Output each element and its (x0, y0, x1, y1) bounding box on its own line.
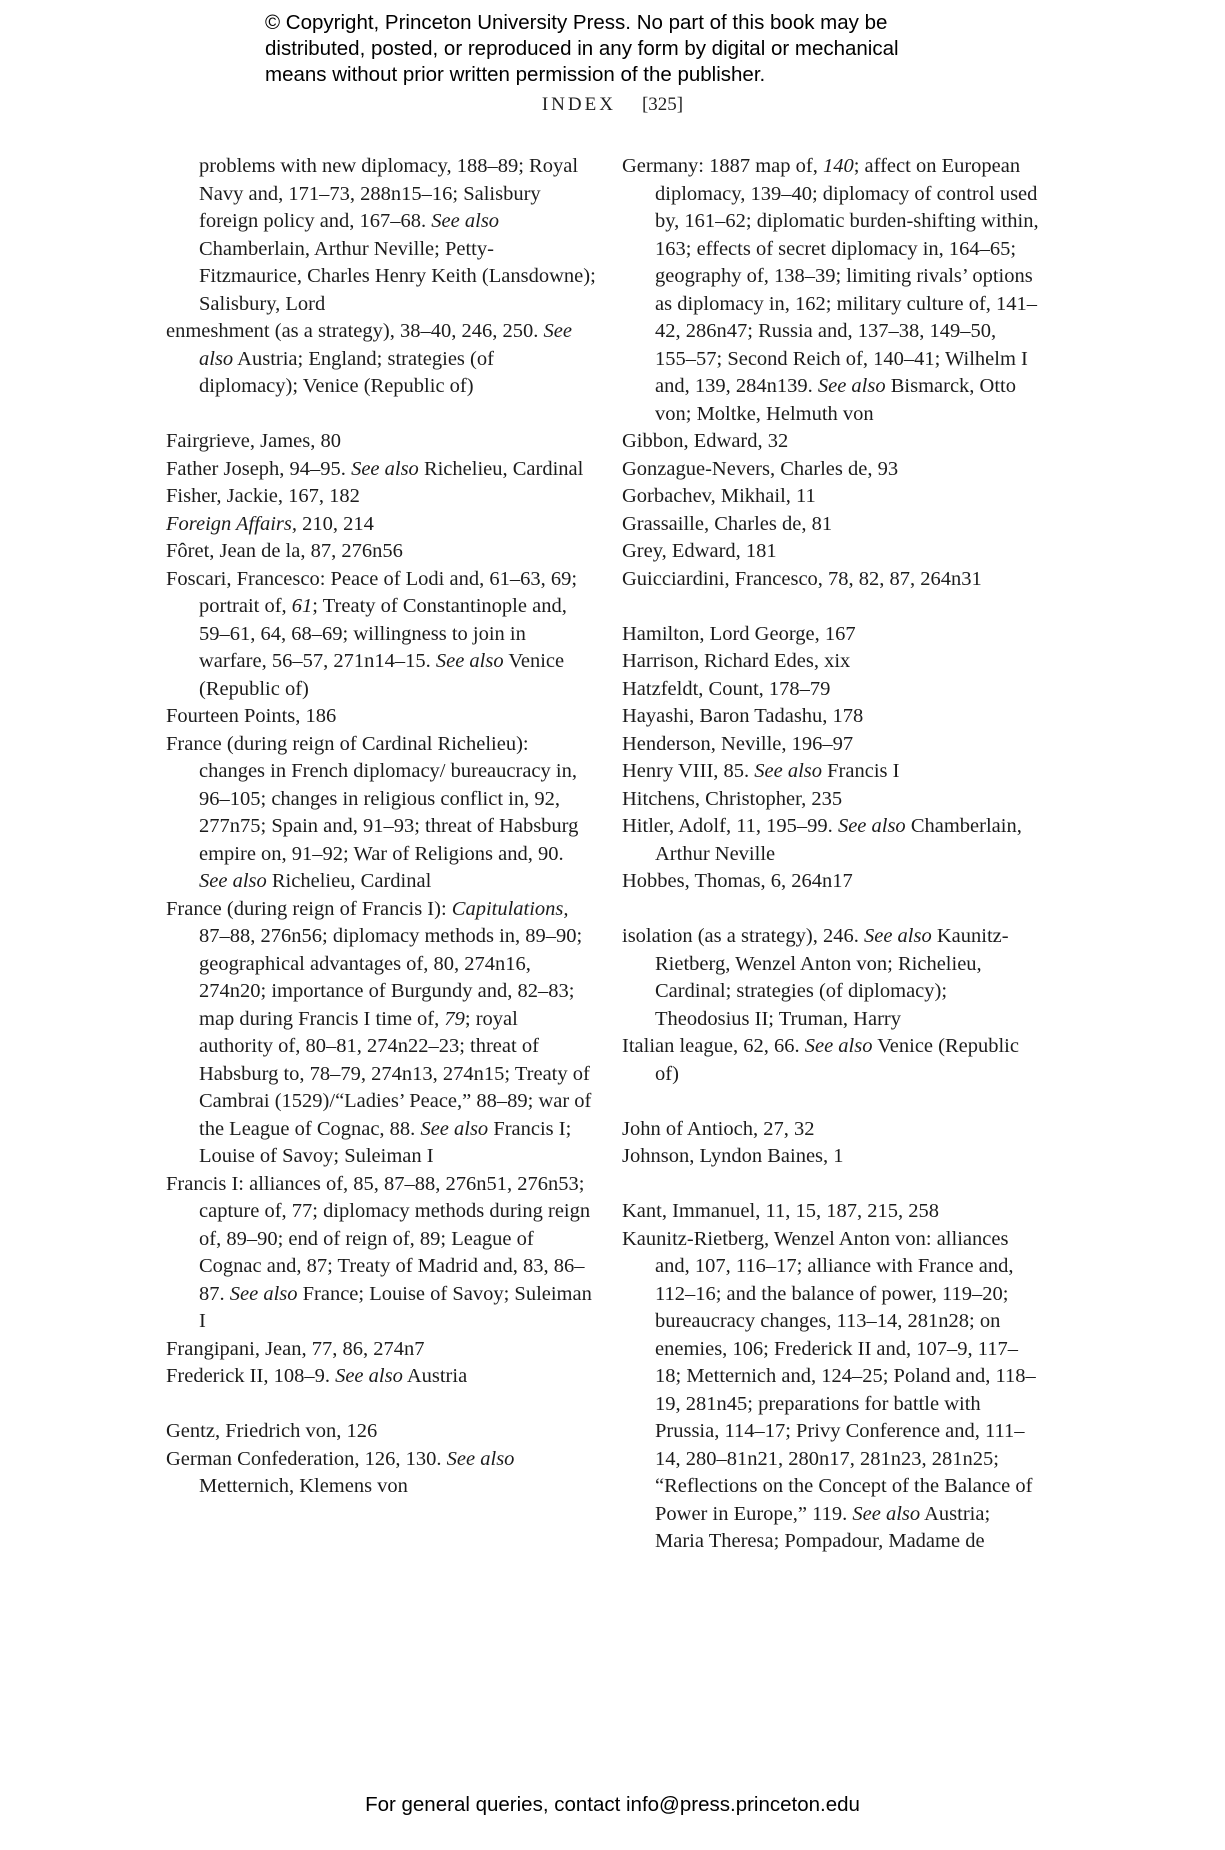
index-entry: Kaunitz-Rietberg, Wenzel Anton von: alliances and, 107, 116–17; alliance with France and, 112–16; and the balance of power, 119–20; bureaucracy changes, 113–14, 281n28; on enemies, 106; Frederick II and, 107–9, 117–18; Metternich and, 124–25; Poland and, 118–19, 281n45; preparations for battle with Prussia, 114–17; Privy Conference and, 111–14, 280–81n21, 280n17, 281n23, 281n25; “Reflections on the Concept of the Balance of Power in Europe,” 119. See also Austria; Maria Theresa; Pompadour, Madame de (622, 1227, 1036, 1552)
index-entry: Hatzfeldt, Count, 178–79 (622, 677, 831, 700)
index-entry: France (during reign of Francis I): Capitulations, 87–88, 276n56; diplomacy methods in, 89–90; geographical advantages of, 80, 274n16, 274n20; importance of Burgundy and, 82–83; map during Francis I time of, 79; royal authority of, 80–81, 274n22–23; threat of Habsburg to, 78–79, 274n13, 274n15; Treaty of Cambrai (1529)/“Ladies’ Peace,” 88–89; war of the League of Cognac, 88. See also Francis I; Louise of Savoy; Suleiman I (166, 897, 592, 1167)
index-entry: Grey, Edward, 181 (622, 540, 777, 562)
running-head-label: INDEX (541, 94, 616, 115)
index-entry: Guicciardini, Francesco, 78, 82, 87, 264n31 (622, 567, 982, 590)
index-entry: Foscari, Francesco: Peace of Lodi and, 61–63, 69; portrait of, 61; Treaty of Constantinople and, 59–61, 64, 68–69; willingness to join in warfare, 56–57, 271n14–15. See also Venice (Republic of) (166, 567, 578, 700)
index-entry: Hayashi, Baron Tadashu, 178 (622, 705, 864, 727)
letter-group-gap (166, 401, 596, 429)
index-entry: enmeshment (as a strategy), 38–40, 246, 250. See also Austria; England; strategies (of diplomacy); Venice (Republic of) (166, 320, 572, 397)
index-entry: France (during reign of Cardinal Richelieu): changes in French diplomacy/ bureaucracy in, 96–105; changes in religious conflict in, 92, 277n75; Spain and, 91–93; threat of Habsburg empire on, 91–92; War of Religions and, 90. See also Richelieu, Cardinal (166, 732, 579, 892)
index-entry: Hamilton, Lord George, 167 (622, 622, 856, 645)
index-column-right (622, 153, 1040, 1556)
letter-group-gap (622, 1088, 1040, 1116)
index-entry: Grassaille, Charles de, 81 (622, 512, 833, 535)
index-entry: Harrison, Richard Edes, xix (622, 650, 851, 672)
index-entry: Hitchens, Christopher, 235 (622, 787, 843, 810)
index-entry: Kant, Immanuel, 11, 15, 187, 215, 258 (622, 1200, 939, 1222)
copyright-line: means without prior written permission of the publisher. (265, 63, 766, 86)
footer-contact: For general queries, contact info@press.princeton.edu (365, 1793, 860, 1816)
letter-group-gap (622, 1171, 1040, 1199)
letter-group-gap (622, 896, 1040, 924)
index-entry: problems with new diplomacy, 188–89; Royal Navy and, 171–73, 288n15–16; Salisbury foreign policy and, 167–68. See also Chamberlain, Arthur Neville; Petty-Fitzmaurice, Charles Henry Keith (Lansdowne); Salisbury, Lord (199, 155, 596, 315)
index-entry: Father Joseph, 94–95. See also Richelieu, Cardinal (166, 457, 584, 480)
page-number: [325] (641, 94, 684, 115)
index-entry: Gibbon, Edward, 32 (622, 430, 789, 452)
letter-group-gap (166, 1391, 596, 1419)
index-column-left (166, 153, 596, 1501)
index-entry: Hitler, Adolf, 11, 195–99. See also Chamberlain, Arthur Neville (622, 815, 1022, 865)
index-entry: Fisher, Jackie, 167, 182 (166, 485, 360, 507)
index-entry: Italian league, 62, 66. See also Venice (Republic of) (622, 1035, 1019, 1085)
copyright-line: distributed, posted, or reproduced in any form by digital or mechanical (265, 37, 899, 60)
index-entry: Fourteen Points, 186 (166, 705, 337, 727)
index-entry: Hobbes, Thomas, 6, 264n17 (622, 870, 853, 892)
index-entry: John of Antioch, 27, 32 (622, 1117, 815, 1140)
copyright-notice (265, 10, 1025, 88)
index-entry: Germany: 1887 map of, 140; affect on European diplomacy, 139–40; diplomacy of control used by, 161–62; diplomatic burden-shifting within, 163; effects of secret diplomacy in, 164–65; geography of, 138–39; limiting rivals’ options as diplomacy in, 162; military culture of, 141–42, 286n47; Russia and, 137–38, 149–50, 155–57; Second Reich of, 140–41; Wilhelm I and, 139, 284n139. See also Bismarck, Otto von; Moltke, Helmuth von (622, 155, 1039, 425)
index-entry: Foreign Affairs, 210, 214 (166, 512, 374, 535)
copyright-line: © Copyright, Princeton University Press. No part of this book may be (265, 11, 888, 34)
index-entry: Henry VIII, 85. See also Francis I (622, 760, 900, 782)
index-entry: Henderson, Neville, 196–97 (622, 732, 854, 755)
index-entry: German Confederation, 126, 130. See also Metternich, Klemens von (166, 1447, 515, 1497)
index-entry: Frederick II, 108–9. See also Austria (166, 1365, 468, 1387)
index-entry: Frangipani, Jean, 77, 86, 274n7 (166, 1337, 425, 1360)
index-entry: Francis I: alliances of, 85, 87–88, 276n51, 276n53; capture of, 77; diplomacy methods during reign of, 89–90; end of reign of, 89; League of Cognac and, 87; Treaty of Madrid and, 83, 86–87. See also France; Louise of Savoy; Suleiman I (166, 1172, 592, 1332)
running-head (0, 94, 1225, 116)
index-entry: Johnson, Lyndon Baines, 1 (622, 1145, 844, 1167)
index-entry: Gorbachev, Mikhail, 11 (622, 485, 816, 507)
index-entry: Gonzague-Nevers, Charles de, 93 (622, 457, 899, 480)
letter-group-gap (622, 593, 1040, 621)
index-entry: Gentz, Friedrich von, 126 (166, 1420, 378, 1442)
index-entry: Fôret, Jean de la, 87, 276n56 (166, 540, 403, 562)
index-entry: Fairgrieve, James, 80 (166, 430, 341, 452)
index-entry: isolation (as a strategy), 246. See also Kaunitz-Rietberg, Wenzel Anton von; Richelieu, Cardinal; strategies (of diplomacy); Theodosius II; Truman, Harry (622, 925, 1009, 1030)
